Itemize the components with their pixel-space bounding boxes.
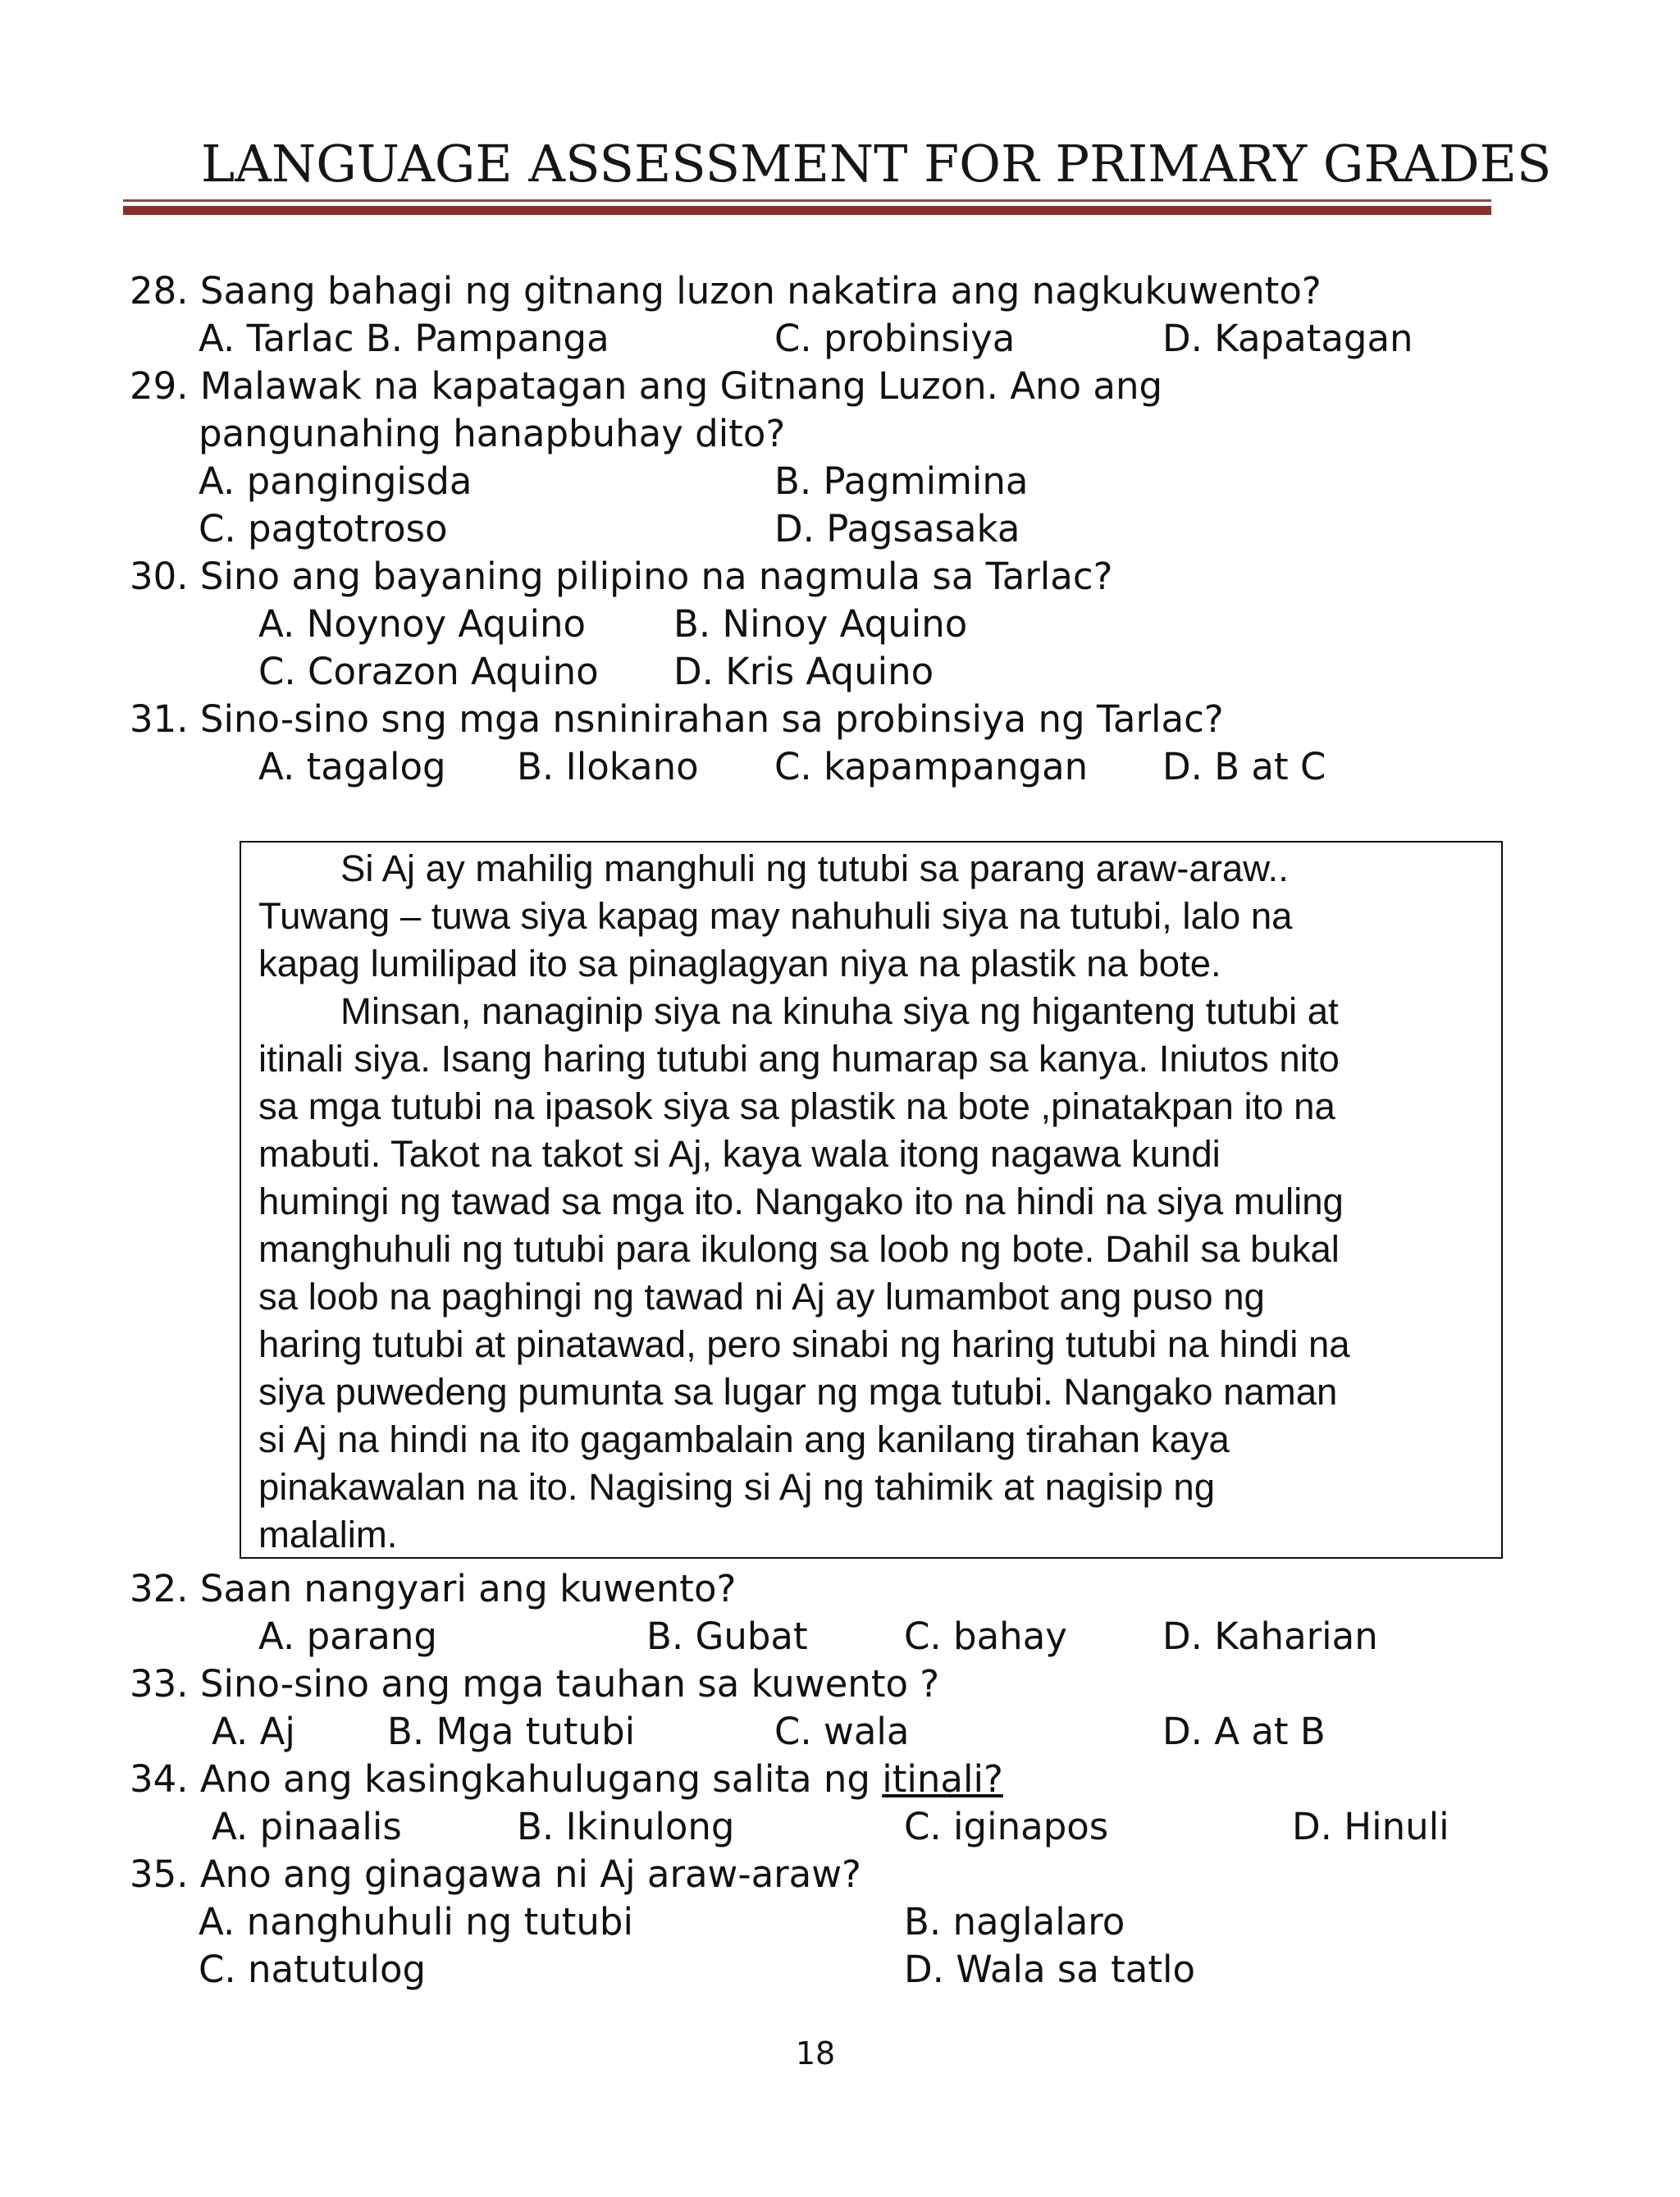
- question-29-stem-cont: pangunahing hanapbuhay dito?: [199, 412, 786, 455]
- question-number: 32.: [130, 1567, 189, 1610]
- choice-33-b: B. Mga tutubi: [387, 1710, 636, 1753]
- passage-line: Si Aj ay mahilig manghuli ng tutubi sa parang araw-araw..: [340, 847, 1289, 889]
- choice-31-a: A. tagalog: [258, 745, 446, 788]
- passage-line: Tuwang – tuwa siya kapag may nahuhuli siya na tutubi, lalo na: [258, 895, 1293, 937]
- choice-30-d: D. Kris Aquino: [673, 650, 934, 693]
- choice-34-c: C. iginapos: [904, 1805, 1109, 1848]
- question-number: 35.: [130, 1852, 189, 1896]
- choice-33-a: A. Aj: [212, 1710, 295, 1753]
- question-text: Sino-sino sng mga nsninirahan sa probinsiya ng Tarlac?: [199, 697, 1224, 741]
- question-text: Sino-sino ang mga tauhan sa kuwento ?: [199, 1662, 940, 1706]
- choice-29-d: D. Pagsasaka: [774, 507, 1020, 550]
- passage-line: Minsan, nanaginip siya na kinuha siya ng higanteng tutubi at: [340, 990, 1339, 1032]
- choice-32-c: C. bahay: [904, 1615, 1067, 1658]
- question-number: 29.: [130, 364, 189, 408]
- passage-line: kapag lumilipad ito sa pinaglagyan niya na plastik na bote.: [258, 943, 1221, 984]
- choice-33-d: D. A at B: [1162, 1710, 1326, 1753]
- question-number: 28.: [130, 269, 189, 313]
- choice-34-d: D. Hinuli: [1292, 1805, 1449, 1848]
- question-number: 31.: [130, 697, 189, 741]
- question-30-stem: [130, 553, 1112, 601]
- choice-30-a: A. Noynoy Aquino: [258, 602, 587, 646]
- question-text: Malawak na kapatagan ang Gitnang Luzon. Ano ang: [199, 364, 1163, 408]
- underlined-word: itinali?: [882, 1757, 1003, 1801]
- choice-31-d: D. B at C: [1162, 745, 1326, 788]
- question-29-stem: [130, 363, 1162, 410]
- choice-28-d: D. Kapatagan: [1162, 317, 1413, 360]
- question-text: Saan nangyari ang kuwento?: [199, 1567, 737, 1610]
- question-28-stem: [130, 267, 1322, 315]
- passage-line: siya puwedeng pumunta sa lugar ng mga tutubi. Nangako naman: [258, 1371, 1338, 1413]
- page-title: LANGUAGE ASSESSMENT FOR PRIMARY GRADES: [201, 134, 1552, 194]
- choice-28-ab: A. Tarlac B. Pampanga: [199, 317, 609, 360]
- passage-line: sa mga tutubi na ipasok siya sa plastik na bote ,pinatakpan ito na: [258, 1085, 1335, 1127]
- choice-31-b: B. Ilokano: [517, 745, 699, 788]
- passage-line: manghuhuli ng tutubi para ikulong sa loob ng bote. Dahil sa bukal: [258, 1228, 1340, 1270]
- choice-31-c: C. kapampangan: [774, 745, 1089, 788]
- question-32-stem: [130, 1565, 736, 1613]
- passage-line: malalim.: [258, 1514, 398, 1555]
- choice-32-d: D. Kaharian: [1162, 1615, 1378, 1658]
- choice-35-c: C. natutulog: [199, 1948, 427, 1991]
- question-number: 34.: [130, 1757, 189, 1801]
- choice-35-d: D. Wala sa tatlo: [904, 1948, 1196, 1991]
- choice-28-c: C. probinsiya: [774, 317, 1016, 360]
- passage-line: si Aj na hindi na ito gagambalain ang kanilang tirahan kaya: [258, 1418, 1230, 1460]
- question-31-stem: [130, 696, 1224, 743]
- choice-34-a: A. pinaalis: [212, 1805, 402, 1848]
- question-text: Ano ang kasingkahulugang salita ng: [199, 1757, 870, 1801]
- passage-line: humingi ng tawad sa mga ito. Nangako ito na hindi na siya muling: [258, 1181, 1344, 1222]
- passage-line: mabuti. Takot na takot si Aj, kaya wala itong nagawa kundi: [258, 1133, 1221, 1175]
- question-35-stem: [130, 1851, 861, 1898]
- choice-33-c: C. wala: [774, 1710, 910, 1753]
- header-rule-thick: [123, 206, 1491, 215]
- question-text: Sino ang bayaning pilipino na nagmula sa Tarlac?: [199, 555, 1113, 598]
- question-33-stem: [130, 1660, 939, 1708]
- choice-32-a: A. parang: [258, 1615, 437, 1658]
- choice-35-a: A. nanghuhuli ng tutubi: [199, 1900, 633, 1944]
- choice-34-b: B. Ikinulong: [517, 1805, 735, 1848]
- question-text: Saang bahagi ng gitnang luzon nakatira ang nagkukuwento?: [199, 269, 1322, 313]
- page-number: 18: [795, 2035, 836, 2071]
- choice-29-c: C. pagtotroso: [199, 507, 448, 550]
- choice-35-b: B. naglalaro: [904, 1900, 1125, 1944]
- choice-29-a: A. pangingisda: [199, 459, 472, 503]
- passage-line: sa loob na paghingi ng tawad ni Aj ay lumambot ang puso ng: [258, 1276, 1265, 1318]
- question-number: 30.: [130, 555, 189, 598]
- passage-line: pinakawalan na ito. Nagising si Aj ng tahimik at nagisip ng: [258, 1466, 1216, 1508]
- choice-30-c: C. Corazon Aquino: [258, 650, 599, 693]
- header-rule-thin: [123, 199, 1491, 202]
- choice-30-b: B. Ninoy Aquino: [673, 602, 968, 646]
- question-text: Ano ang ginagawa ni Aj araw-araw?: [199, 1852, 861, 1896]
- question-34-stem: [130, 1756, 1003, 1803]
- passage-line: itinali siya. Isang haring tutubi ang humarap sa kanya. Iniutos nito: [258, 1038, 1340, 1080]
- question-number: 33.: [130, 1662, 189, 1706]
- choice-32-b: B. Gubat: [646, 1615, 808, 1658]
- choice-29-b: B. Pagmimina: [774, 459, 1029, 503]
- passage-line: haring tutubi at pinatawad, pero sinabi ng haring tutubi na hindi na: [258, 1323, 1350, 1365]
